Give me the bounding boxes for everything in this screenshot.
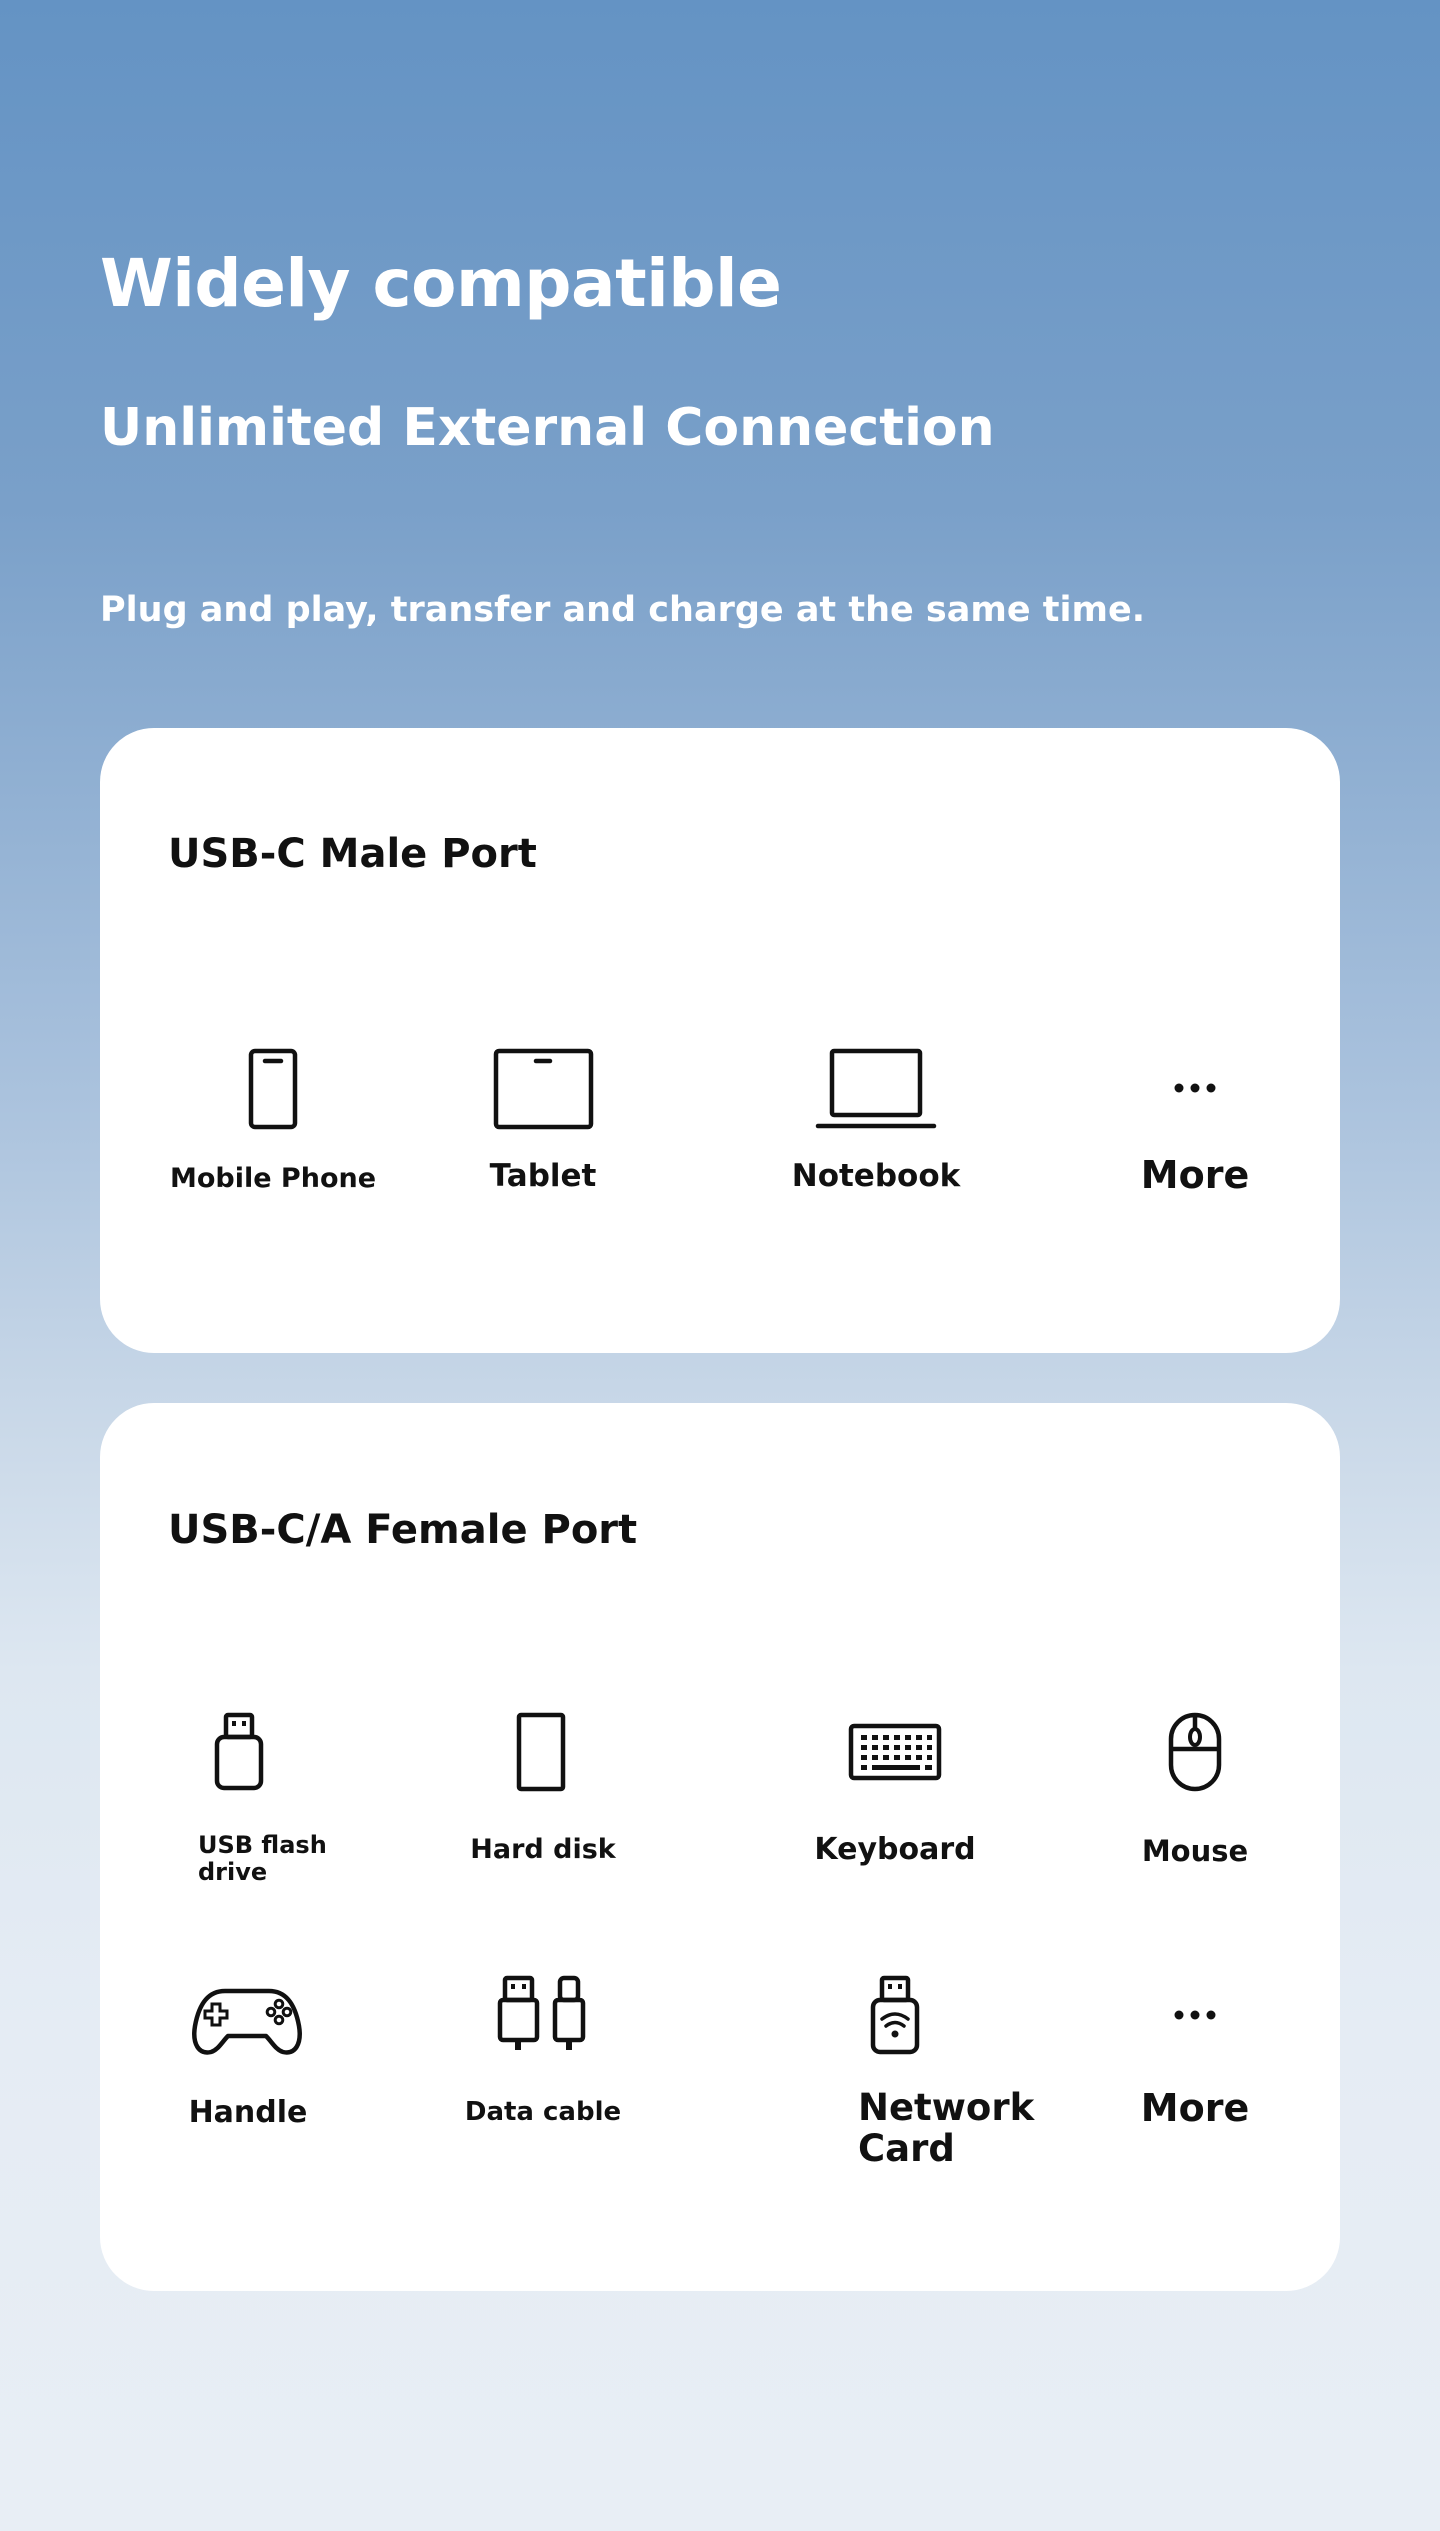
hard-disk-icon: [418, 1709, 668, 1809]
device-label: Hard disk: [470, 1834, 616, 1865]
device-usb-flash-drive: [113, 1709, 363, 1909]
hero-tagline: Plug and play, transfer and charge at the same time.: [100, 590, 1145, 630]
device-label: Tablet: [489, 1158, 597, 1194]
device-label: USB flash drive: [198, 1831, 327, 1886]
notebook-icon: [751, 1036, 1001, 1136]
hero-title: Widely compatible: [100, 245, 782, 322]
device-label: Keyboard: [814, 1832, 976, 1867]
mobile-phone-icon: [148, 1036, 398, 1136]
device-notebook: [751, 1036, 1001, 1236]
device-label: More: [1140, 1153, 1250, 1197]
device-data-cable: [418, 1972, 668, 2172]
male-port-title: USB-C Male Port: [168, 831, 537, 877]
network-card-icon: [770, 1972, 1020, 2072]
mouse-icon: [1070, 1709, 1320, 1809]
more-icon: [1070, 1036, 1320, 1136]
device-label: More: [1140, 2086, 1250, 2130]
device-tablet: [418, 1036, 668, 1236]
gamepad-icon: [123, 1972, 373, 2072]
device-mouse: [1070, 1709, 1320, 1909]
device-handle: [123, 1972, 373, 2172]
device-label: Data cable: [464, 2097, 622, 2127]
tablet-icon: [418, 1036, 668, 1136]
female-port-card: [100, 1403, 1340, 2291]
more-icon: [1070, 1972, 1320, 2072]
usb-flash-drive-icon: [113, 1709, 363, 1809]
hero-subtitle: Unlimited External Connection: [100, 398, 995, 458]
device-more: [1070, 1972, 1320, 2172]
device-label: Mouse: [1141, 1834, 1249, 1868]
device-network-card: [770, 1972, 1035, 2172]
device-label: Handle: [188, 2095, 308, 2130]
device-keyboard: [770, 1709, 1020, 1909]
female-port-title: USB-C/A Female Port: [168, 1507, 638, 1553]
device-more: [1070, 1036, 1320, 1236]
device-label: Mobile Phone: [169, 1163, 377, 1194]
device-label: Notebook: [791, 1158, 961, 1194]
keyboard-icon: [770, 1709, 1020, 1809]
data-cable-icon: [418, 1972, 668, 2072]
device-hard-disk: [418, 1709, 668, 1909]
device-mobile-phone: [148, 1036, 398, 1236]
device-label: Network Card: [858, 2086, 1035, 2171]
male-port-card: [100, 728, 1340, 1353]
